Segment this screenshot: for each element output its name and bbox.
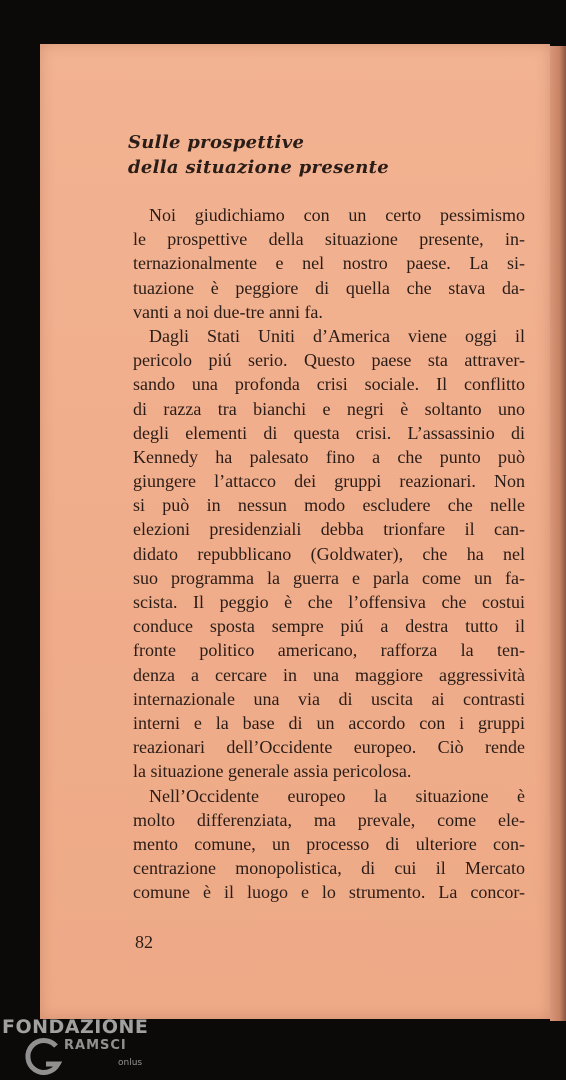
text-line: vanti a noi due-tre anni fa. — [133, 301, 323, 322]
text-line: didato repubblicano (Goldwater), che ha nel — [133, 543, 525, 564]
text-line: tuazione è peggiore di quella che stava da- — [133, 277, 525, 298]
watermark-logo — [0, 1016, 170, 1080]
watermark-onlus: onlus — [118, 1058, 143, 1068]
text-line: mento comune, un processo di ulteriore con- — [133, 833, 525, 854]
heading-line-1: Sulle prospettive — [128, 132, 305, 153]
page-edge — [550, 46, 566, 1021]
text-line: elezioni presidenziali debba trionfare il can- — [133, 519, 525, 540]
text-line: molto differenziata, ma prevale, come ele- — [133, 809, 525, 830]
text-line: Nell’Occidente europeo la situazione è — [149, 785, 525, 806]
text-line: conduce sposta sempre piú a destra tutto il — [133, 616, 525, 637]
page-number: 82 — [135, 932, 153, 952]
text-line: giungere l’attacco dei gruppi reazionari. Non — [133, 471, 525, 492]
watermark-title: FONDAZIONE — [2, 1016, 149, 1038]
section-heading — [128, 130, 389, 180]
text-line: ternazionalmente e nel nostro paese. La si- — [133, 253, 525, 274]
text-line: Noi giudichiamo con un certo pessimismo — [149, 205, 525, 225]
text-line: sando una profonda crisi sociale. Il conflitto — [133, 374, 525, 395]
text-line: suo programma la guerra e parla come un fa- — [133, 567, 525, 588]
text-line: fronte politico americano, rafforza la ten- — [133, 640, 525, 661]
text-line: si può in nessun modo escludere che nelle — [133, 495, 525, 516]
text-line: internazionale una via di uscita ai contrasti — [133, 688, 525, 709]
watermark-subtitle: RAMSCI — [64, 1038, 127, 1053]
text-line: Kennedy ha palesato fino a che punto può — [133, 446, 525, 467]
text-line: la situazione generale assia pericolosa. — [133, 761, 412, 782]
watermark-g-icon — [22, 1036, 66, 1080]
text-line: centrazione monopolistica, di cui il Mercato — [133, 858, 525, 879]
text-line: pericolo piú serio. Questo paese sta attraver- — [133, 350, 525, 371]
body-text — [133, 203, 525, 904]
text-line: reazionari dell’Occidente europeo. Ciò rende — [133, 737, 525, 758]
text-line: interni e la base di un accordo con i gruppi — [133, 712, 525, 733]
heading-line-2: della situazione presente — [128, 157, 390, 178]
text-line: scista. Il peggio è che l’offensiva che costui — [133, 592, 525, 612]
text-line: degli elementi di questa crisi. L’assassinio di — [133, 422, 525, 443]
text-line: le prospettive della situazione presente, in- — [133, 229, 525, 250]
text-line: di razza tra bianchi e negri è soltanto uno — [133, 398, 525, 419]
text-line: denza a cercare in una maggiore aggressività — [133, 664, 525, 685]
text-line: Dagli Stati Uniti d’America viene oggi il — [149, 325, 525, 346]
text-line: comune è il luogo e lo strumento. La concor- — [133, 882, 525, 903]
